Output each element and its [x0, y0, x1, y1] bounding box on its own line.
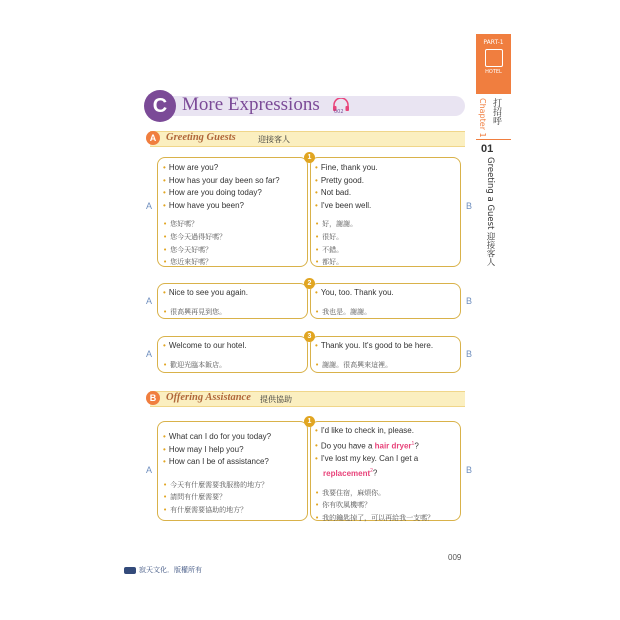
- dialogue-b1-number: 1: [304, 416, 315, 427]
- unit-subtitle: Greeting a Guest 迎接客人: [485, 157, 495, 267]
- line-zh: • 很高興再見到您。: [163, 306, 303, 319]
- footer: [124, 565, 202, 575]
- line-en: • How are you?: [163, 162, 303, 175]
- line-en: • I've been well.: [315, 200, 455, 213]
- part-tab: [476, 34, 511, 94]
- line-en: • How are you doing today?: [163, 187, 303, 200]
- page-number: 009: [448, 553, 462, 562]
- speaker-b-label: B: [466, 296, 473, 306]
- speaker-b-label: B: [466, 465, 473, 475]
- line-en: • How can I be of assistance?: [163, 456, 303, 469]
- line-zh: • 我要住宿，麻煩你。: [315, 487, 457, 500]
- line-en: • Welcome to our hotel.: [163, 340, 303, 353]
- speaker-a-label: A: [146, 201, 153, 211]
- line-en: • Nice to see you again.: [163, 287, 303, 300]
- line-zh: • 您今天好嗎？: [163, 244, 303, 257]
- line-en: • How has your day been so far?: [163, 175, 303, 188]
- hotel-label: HOTEL: [485, 69, 502, 75]
- line-en: • You, too. Thank you.: [315, 287, 455, 300]
- vocab-replacement: replacement: [323, 469, 371, 479]
- section-a-title: Greeting Guests: [166, 132, 236, 143]
- dialogue-a1-number: 1: [304, 152, 315, 163]
- line-zh: • 謝謝。很高興來這裡。: [315, 359, 455, 372]
- line-zh: • 你有吹風機嗎？: [315, 499, 457, 512]
- side-divider: [476, 139, 511, 140]
- text: ?: [372, 469, 378, 479]
- dialogue-a2-number: 2: [304, 278, 315, 289]
- line-en: • Not bad.: [315, 187, 455, 200]
- section-a-letter: A: [146, 131, 160, 145]
- dialogue-a3-right: [315, 340, 455, 371]
- line-zh: • 您近來好嗎？: [163, 256, 303, 269]
- dialogue-a1-right: [315, 162, 455, 269]
- page-title: More Expressions: [182, 94, 320, 115]
- chapter-label: Chapter 1: [478, 98, 487, 138]
- dialogue-a2-left: [163, 287, 303, 318]
- footer-copyright: 寂天文化．版權所有: [139, 566, 202, 574]
- speaker-a-label: A: [146, 465, 153, 475]
- footnote-marker: 1: [411, 440, 415, 447]
- line-zh: • 我也是。謝謝。: [315, 306, 455, 319]
- line-zh: • 今天有什麼需要我服務的地方？: [163, 479, 303, 492]
- line-en-replacement: [315, 453, 457, 481]
- line-zh: • 我的鑰匙掉了，可以再給我一支嗎？: [315, 512, 457, 525]
- vocab-hair-dryer: hair dryer: [374, 441, 412, 451]
- section-a-title-zh: 迎接客人: [258, 135, 290, 144]
- section-b-letter: B: [146, 391, 160, 405]
- line-en: • I'd like to check in, please.: [315, 425, 457, 438]
- section-b-title-zh: 提供協助: [260, 395, 292, 404]
- text: Do you have a: [320, 441, 375, 451]
- dialogue-a3-number: 3: [304, 331, 315, 342]
- line-zh: • 您好嗎？: [163, 218, 303, 231]
- dialogue-b1-left: [163, 431, 303, 517]
- text: I've lost my key. Can I get a: [320, 453, 419, 463]
- publisher-logo-icon: [124, 567, 136, 574]
- line-en: • How may I help you?: [163, 444, 303, 457]
- dialogue-a2-right: [315, 287, 455, 318]
- line-zh: • 歡迎光臨本飯店。: [163, 359, 303, 372]
- line-en: • How have you been?: [163, 200, 303, 213]
- speaker-b-label: B: [466, 349, 473, 359]
- header-letter: C: [144, 90, 176, 122]
- line-zh: • 請問有什麼需要？: [163, 491, 303, 504]
- line-zh: • 不錯。: [315, 244, 455, 257]
- speaker-b-label: B: [466, 201, 473, 211]
- text: ?: [414, 441, 419, 451]
- line-en: • Pretty good.: [315, 175, 455, 188]
- line-zh: • 有什麼需要協助的地方？: [163, 504, 303, 517]
- footnote-marker: 2: [370, 468, 373, 475]
- line-zh: • 很好。: [315, 231, 455, 244]
- line-en-hair-dryer: [315, 438, 457, 453]
- dialogue-a3-left: [163, 340, 303, 371]
- section-b-title: Offering Assistance: [166, 392, 251, 403]
- line-zh: • 都好。: [315, 256, 455, 269]
- chapter-title-zh: 打招呼: [491, 98, 501, 125]
- line-en: • What can I do for you today?: [163, 431, 303, 444]
- line-zh: • 您今天過得好嗎？: [163, 231, 303, 244]
- line-en: • Fine, thank you.: [315, 162, 455, 175]
- speaker-a-label: A: [146, 349, 153, 359]
- dialogue-a1-left: [163, 162, 303, 269]
- dialogue-b1-right: [315, 425, 457, 524]
- part-label: PART-1: [483, 39, 504, 46]
- unit-number: 01: [481, 143, 494, 155]
- audio-track-number: 002: [334, 109, 344, 115]
- line-zh: • 好，謝謝。: [315, 218, 455, 231]
- hotel-icon: [485, 49, 503, 67]
- line-en: • Thank you. It's good to be here.: [315, 340, 455, 353]
- speaker-a-label: A: [146, 296, 153, 306]
